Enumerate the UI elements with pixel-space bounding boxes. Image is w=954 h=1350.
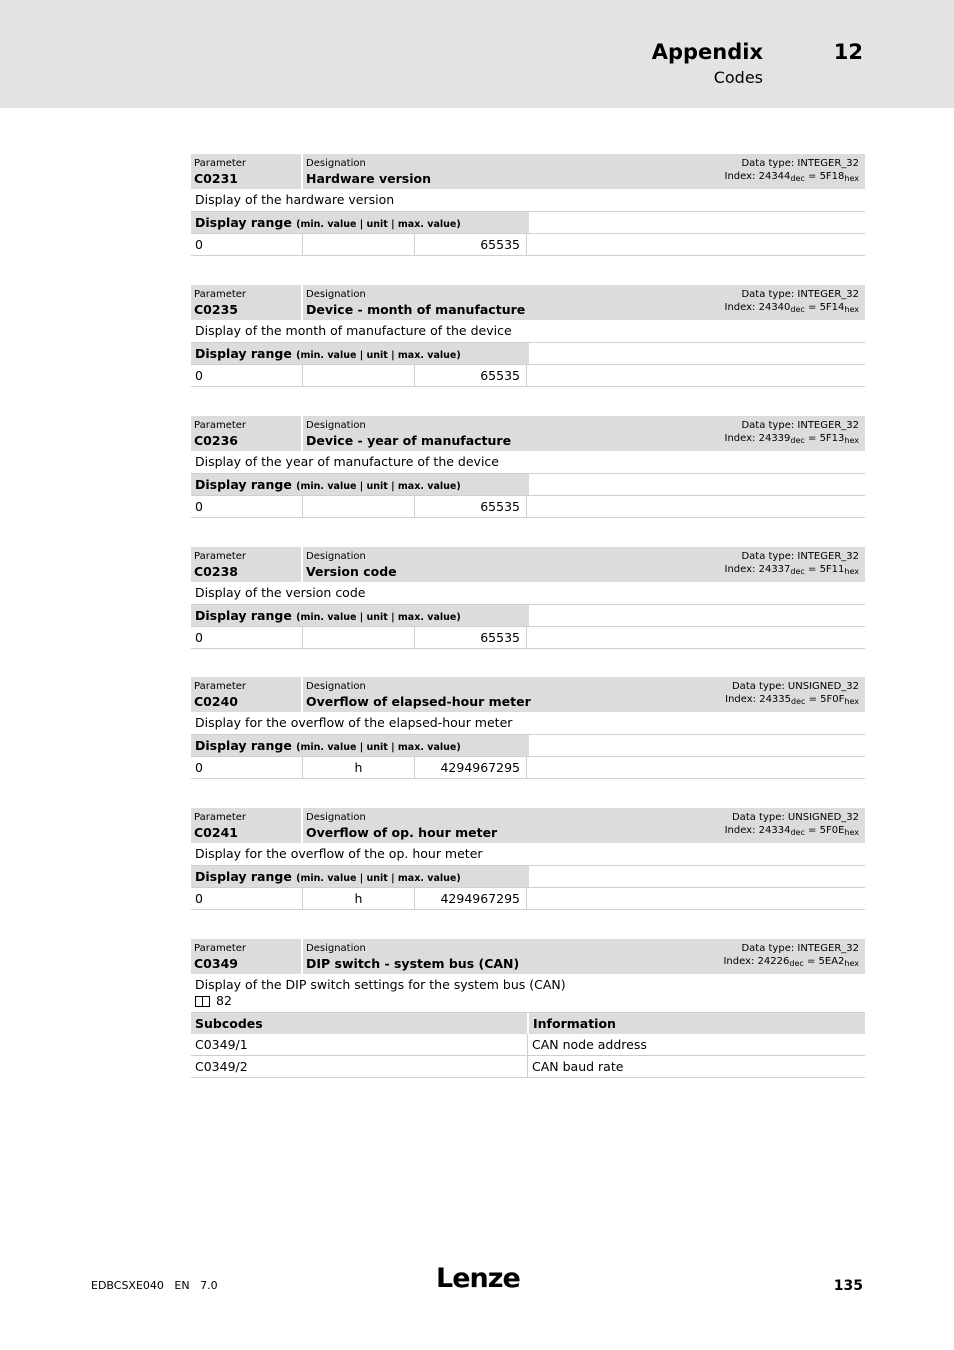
param-code: C0241 xyxy=(194,825,238,840)
param-description: Display of the version code xyxy=(191,582,865,605)
param-designation: Device - month of manufacture xyxy=(306,302,526,317)
display-range-label: Display range (min. value | unit | max. value) xyxy=(191,605,527,626)
param-header: Parameter C0235 Designation Device - month of manufacture Data type: INTEGER_32 Index: $24340_{dec} = 5F14_{hex}$ xyxy=(191,285,865,320)
param-block-c0236 xyxy=(191,416,865,518)
data-type: Data type: INTEGER_32 xyxy=(741,420,859,431)
param-code: C0349 xyxy=(194,956,238,971)
max-value: 65535 xyxy=(415,496,527,517)
page-number: 135 xyxy=(833,1278,863,1294)
param-designation: Overflow of op. hour meter xyxy=(306,825,498,840)
min-value: 0 xyxy=(191,757,303,778)
unit xyxy=(303,496,415,517)
max-value: 4294967295 xyxy=(415,888,527,909)
param-designation: Version code xyxy=(306,564,397,579)
param-code: C0235 xyxy=(194,302,238,317)
display-range-label: Display range (min. value | unit | max. value) xyxy=(191,735,527,756)
param-designation: Overflow of elapsed-hour meter xyxy=(306,694,531,709)
param-designation: Hardware version xyxy=(306,171,431,186)
param-header: Parameter C0236 Designation Device - year of manufacture Data type: INTEGER_32 Index: $24339_{dec} = 5F13_{hex}$ xyxy=(191,416,865,451)
param-description: Display of the month of manufacture of the device xyxy=(191,320,865,343)
data-type: Data type: INTEGER_32 xyxy=(741,943,859,954)
data-type: Data type: INTEGER_32 xyxy=(741,289,859,300)
param-header: Parameter C0238 Designation Version code Data type: INTEGER_32 Index: $24337_{dec} = 5F11_{hex}$ xyxy=(191,547,865,582)
param-designation: DIP switch - system bus (CAN) xyxy=(306,956,520,971)
subcode-info: CAN node address xyxy=(527,1034,866,1055)
subcode: C0349/1 xyxy=(195,1037,248,1052)
unit xyxy=(303,234,415,255)
display-range-values xyxy=(191,888,865,910)
param-code: C0236 xyxy=(194,433,238,448)
index: Index: $24339_{dec} = 5F13_{hex}$ xyxy=(724,433,859,445)
table-row xyxy=(191,1034,865,1056)
min-value: 0 xyxy=(191,234,303,255)
min-value: 0 xyxy=(191,888,303,909)
min-value: 0 xyxy=(191,365,303,386)
unit: h xyxy=(303,757,415,778)
param-code: C0231 xyxy=(194,171,238,186)
subcodes-header: Subcodes Information xyxy=(191,1013,865,1034)
display-range-values xyxy=(191,627,865,649)
param-header: Parameter C0240 Designation Overflow of elapsed-hour meter Data type: UNSIGNED_32 Index: $24335_{dec} = 5F0F_{hex}$ xyxy=(191,677,865,712)
param-block-c0241 xyxy=(191,808,865,910)
param-block-c0240 xyxy=(191,677,865,779)
data-type: Data type: INTEGER_32 xyxy=(741,158,859,169)
param-header: Parameter C0241 Designation Overflow of op. hour meter Data type: UNSIGNED_32 Index: $24334_{dec} = 5F0E_{hex}$ xyxy=(191,808,865,843)
param-description: Display for the overflow of the op. hour meter xyxy=(191,843,865,866)
param-code: C0238 xyxy=(194,564,238,579)
unit xyxy=(303,627,415,648)
index: Index: $24340_{dec} = 5F14_{hex}$ xyxy=(724,302,859,314)
unit xyxy=(303,365,415,386)
document-id: EDBCSXE040 EN 7.0 xyxy=(91,1279,218,1292)
display-range-label: Display range (min. value | unit | max. value) xyxy=(191,212,527,233)
param-block-c0349 xyxy=(191,939,865,1078)
param-description: Display of the hardware version xyxy=(191,189,865,212)
min-value: 0 xyxy=(191,627,303,648)
data-type: Data type: INTEGER_32 xyxy=(741,551,859,562)
unit: h xyxy=(303,888,415,909)
param-header: Parameter C0349 Designation DIP switch - system bus (CAN) Data type: INTEGER_32 Index: $24226_{dec} = 5EA2_{hex}$ xyxy=(191,939,865,974)
param-description: Display of the DIP switch settings for the system bus (CAN) 82 xyxy=(191,974,865,1013)
index: Index: $24344_{dec} = 5F18_{hex}$ xyxy=(724,171,859,183)
max-value: 65535 xyxy=(415,627,527,648)
display-range-values xyxy=(191,496,865,518)
display-range-values xyxy=(191,365,865,387)
data-type: Data type: UNSIGNED_32 xyxy=(731,681,859,692)
index: Index: $24334_{dec} = 5F0E_{hex}$ xyxy=(724,825,859,837)
section-title: Codes xyxy=(713,68,763,87)
subcode: C0349/2 xyxy=(195,1059,248,1074)
min-value: 0 xyxy=(191,496,303,517)
param-header: Parameter C0231 Designation Hardware version Data type: INTEGER_32 Index: $24344_{dec} = 5F18_{hex}$ xyxy=(191,154,865,189)
display-range-label: Display range (min. value | unit | max. value) xyxy=(191,866,527,887)
chapter-title: Appendix xyxy=(651,40,763,64)
param-block-c0231 xyxy=(191,154,865,256)
param-designation: Device - year of manufacture xyxy=(306,433,512,448)
param-block-c0235 xyxy=(191,285,865,387)
param-description: Display of the year of manufacture of the device xyxy=(191,451,865,474)
index: Index: $24335_{dec} = 5F0F_{hex}$ xyxy=(725,694,859,706)
table-row xyxy=(191,1056,865,1078)
max-value: 65535 xyxy=(415,365,527,386)
subcode-info: CAN baud rate xyxy=(527,1056,866,1077)
lenze-logo: Lenze xyxy=(436,1263,520,1294)
display-range-values xyxy=(191,757,865,779)
book-icon xyxy=(195,996,210,1007)
display-range-label: Display range (min. value | unit | max. value) xyxy=(191,474,527,495)
display-range-values xyxy=(191,234,865,256)
index: Index: $24226_{dec} = 5EA2_{hex}$ xyxy=(723,956,859,968)
param-block-c0238 xyxy=(191,547,865,649)
chapter-number: 12 xyxy=(833,40,863,64)
param-description: Display for the overflow of the elapsed-hour meter xyxy=(191,712,865,735)
max-value: 4294967295 xyxy=(415,757,527,778)
max-value: 65535 xyxy=(415,234,527,255)
param-code: C0240 xyxy=(194,694,238,709)
display-range-label: Display range (min. value | unit | max. value) xyxy=(191,343,527,364)
data-type: Data type: UNSIGNED_32 xyxy=(731,812,859,823)
index: Index: $24337_{dec} = 5F11_{hex}$ xyxy=(724,564,859,576)
page-reference[interactable]: 82 xyxy=(195,993,861,1009)
header-band xyxy=(0,0,954,108)
